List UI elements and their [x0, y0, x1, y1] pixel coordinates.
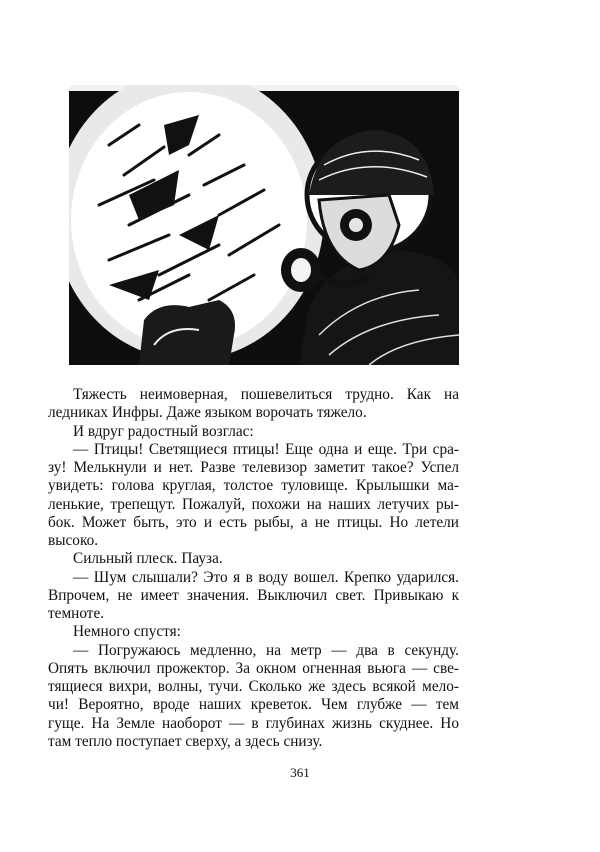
paragraph [48, 386, 459, 423]
text-line: И вдруг радостный возглас: [73, 422, 254, 440]
paragraph [73, 550, 459, 568]
page-number: 361 [290, 765, 310, 780]
paragraph [73, 623, 459, 641]
text-line: темноте. [48, 605, 105, 622]
text-line: там тепло поступает сверху, а здесь снизу. [48, 732, 323, 750]
text-line: высоко. [48, 532, 99, 549]
cosmonaut-helmet-illustration-icon [69, 85, 459, 365]
text-line: гуще. На Земле наоборот — в глубинах жизнь скуднее. Но [48, 714, 459, 732]
text-line: Немного спустя: [73, 623, 181, 641]
text-line: зу! Мелькнули и нет. Разве телевизор заметит такое? Успел [48, 459, 459, 476]
page-body-text [48, 386, 459, 751]
text-line: Сильный плеск. Пауза. [73, 550, 223, 568]
paragraph [48, 440, 459, 551]
text-line: Впрочем, не имеет значения. Выключил свет. Привыкаю к [48, 586, 459, 604]
text-line: Тяжесть неимоверная, пошевелиться трудно. Как на [73, 386, 459, 403]
text-line: ленькие, трепещут. Пожалуй, похожи на наших летучих ры- [48, 495, 459, 513]
text-line: — Шум слышали? Это я в воду вошел. Крепко ударился. [73, 568, 459, 586]
paragraph [48, 568, 459, 624]
text-line: ледниках Инфры. Даже языком ворочать тяжело. [48, 404, 367, 422]
text-line: увидеть: голова круглая, толстое туловище. Крылышки ма- [48, 477, 459, 495]
text-line: Опять включил прожектор. За окном огненная вьюга — све- [48, 659, 459, 677]
text-line: — Птицы! Светящиеся птицы! Еще одна и еще. Три сра- [73, 440, 459, 458]
paragraph [73, 423, 459, 441]
text-line: бок. Может быть, это и есть рыбы, а не птицы. Но летели [48, 513, 459, 531]
text-line: тящиеся вихри, волны, тучи. Сколько же здесь всякой мело- [48, 678, 459, 695]
cosmonaut-illustration [69, 85, 459, 365]
text-line: — Погружаюсь медленно, на метр — два в секунду. [73, 641, 459, 659]
paragraph [48, 641, 459, 752]
text-line: чи! Вероятно, вроде наших креветок. Чем глубже — тем [48, 696, 459, 714]
